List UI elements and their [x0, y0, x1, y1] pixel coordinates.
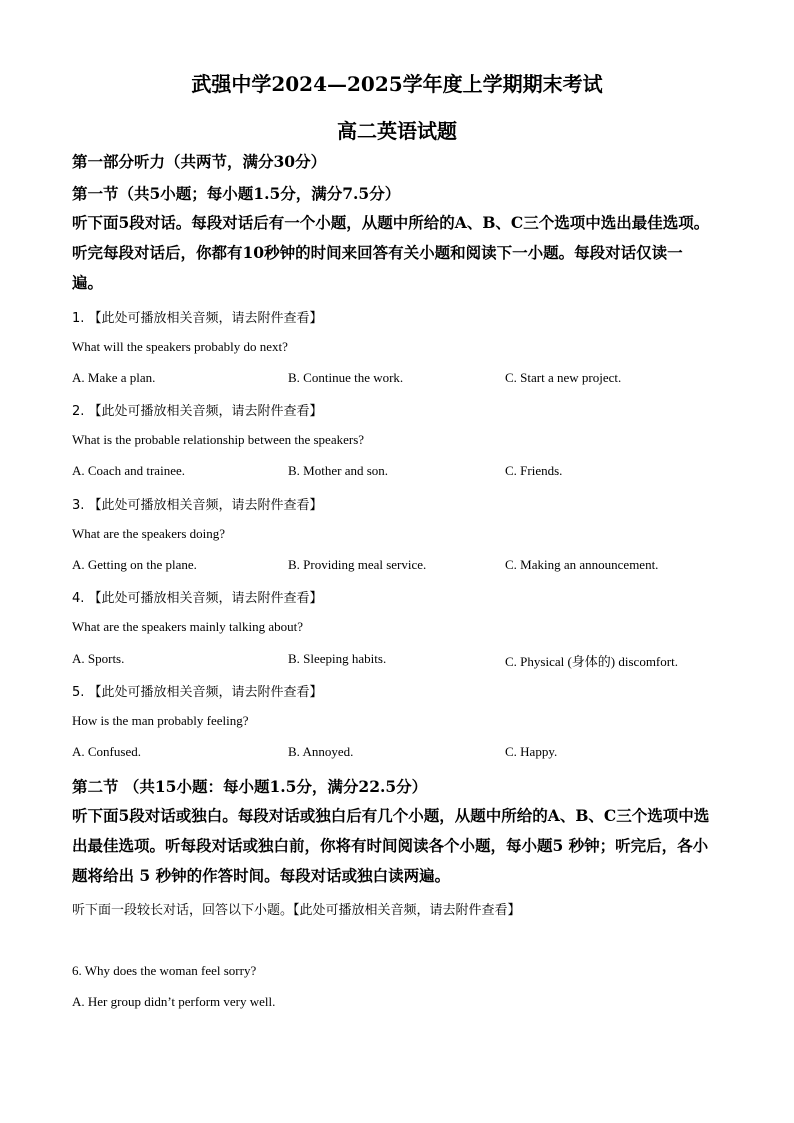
section1-heading: 第一节（共5小题；每小题1.5分，满分7.5分）	[72, 184, 401, 203]
question-1-label: 1. 【此处可播放相关音频，请去附件查看】	[72, 311, 323, 326]
question-2-option-b[interactable]: B. Mother and son.	[288, 463, 389, 478]
section1-instructions: 听下面5段对话。每段对话后有一个小题，从题中所给的A、B、C三个选项中选出最佳选项。听完每段对话后，你都有10秒钟的时间来回答有关小题和阅读下一小题。每段对话仅读一遍。	[72, 213, 710, 292]
question-6-text: 6. Why does the woman feel sorry?	[72, 963, 257, 978]
question-4-option-c[interactable]: C. Physical (身体的) discomfort.	[505, 654, 678, 669]
exam-subtitle: 高二英语试题	[337, 119, 457, 143]
exam-title: 武强中学2024—2025学年度上学期期末考试	[191, 72, 603, 96]
question-3-option-a[interactable]: A. Getting on the plane.	[72, 557, 197, 572]
question-6-option-a[interactable]: A. Her group didn’t perform very well.	[72, 994, 276, 1009]
question-5-option-b[interactable]: B. Annoyed.	[288, 744, 354, 759]
question-4-option-b[interactable]: B. Sleeping habits.	[288, 651, 387, 666]
question-3-option-b[interactable]: B. Providing meal service.	[288, 557, 427, 572]
question-5-text: How is the man probably feeling?	[72, 713, 249, 728]
question-2-text: What is the probable relationship between the speakers?	[72, 432, 365, 447]
question-5-option-c[interactable]: C. Happy.	[505, 744, 558, 759]
section2-heading: 第二节 （共15小题：每小题1.5分，满分22.5分）	[72, 777, 428, 796]
question-4-text: What are the speakers mainly talking about?	[72, 619, 304, 634]
question-1-text: What will the speakers probably do next?	[72, 339, 288, 354]
question-3-text: What are the speakers doing?	[72, 526, 226, 541]
question-3-option-c[interactable]: C. Making an announcement.	[505, 557, 659, 572]
section2-instructions: 听下面5段对话或独白。每段对话或独白后有几个小题，从题中所给的A、B、C三个选项中选出最佳选项。听每段对话或独白前，你将有时间阅读各个小题，每小题5 秒钟；听完后，各小题将给出 5 秒钟的作答时间。每段对话或独白读两遍。	[72, 806, 710, 885]
audio-note: 听下面一段较长对话，回答以下小题。【此处可播放相关音频，请去附件查看】	[72, 903, 521, 918]
question-1-option-b[interactable]: B. Continue the work.	[288, 370, 404, 385]
question-4-label: 4. 【此处可播放相关音频，请去附件查看】	[72, 591, 323, 606]
question-5-label: 5. 【此处可播放相关音频，请去附件查看】	[72, 685, 323, 700]
question-2-option-a[interactable]: A. Coach and trainee.	[72, 463, 185, 478]
question-1-option-c[interactable]: C. Start a new project.	[505, 370, 622, 385]
question-4-option-a[interactable]: A. Sports.	[72, 651, 125, 666]
question-2-label: 2. 【此处可播放相关音频，请去附件查看】	[72, 404, 323, 419]
question-2-option-c[interactable]: C. Friends.	[505, 463, 563, 478]
question-1-option-a[interactable]: A. Make a plan.	[72, 370, 156, 385]
question-3-label: 3. 【此处可播放相关音频，请去附件查看】	[72, 498, 323, 513]
part1-heading: 第一部分听力（共两节，满分30分）	[72, 152, 327, 171]
question-5-option-a[interactable]: A. Confused.	[72, 744, 141, 759]
